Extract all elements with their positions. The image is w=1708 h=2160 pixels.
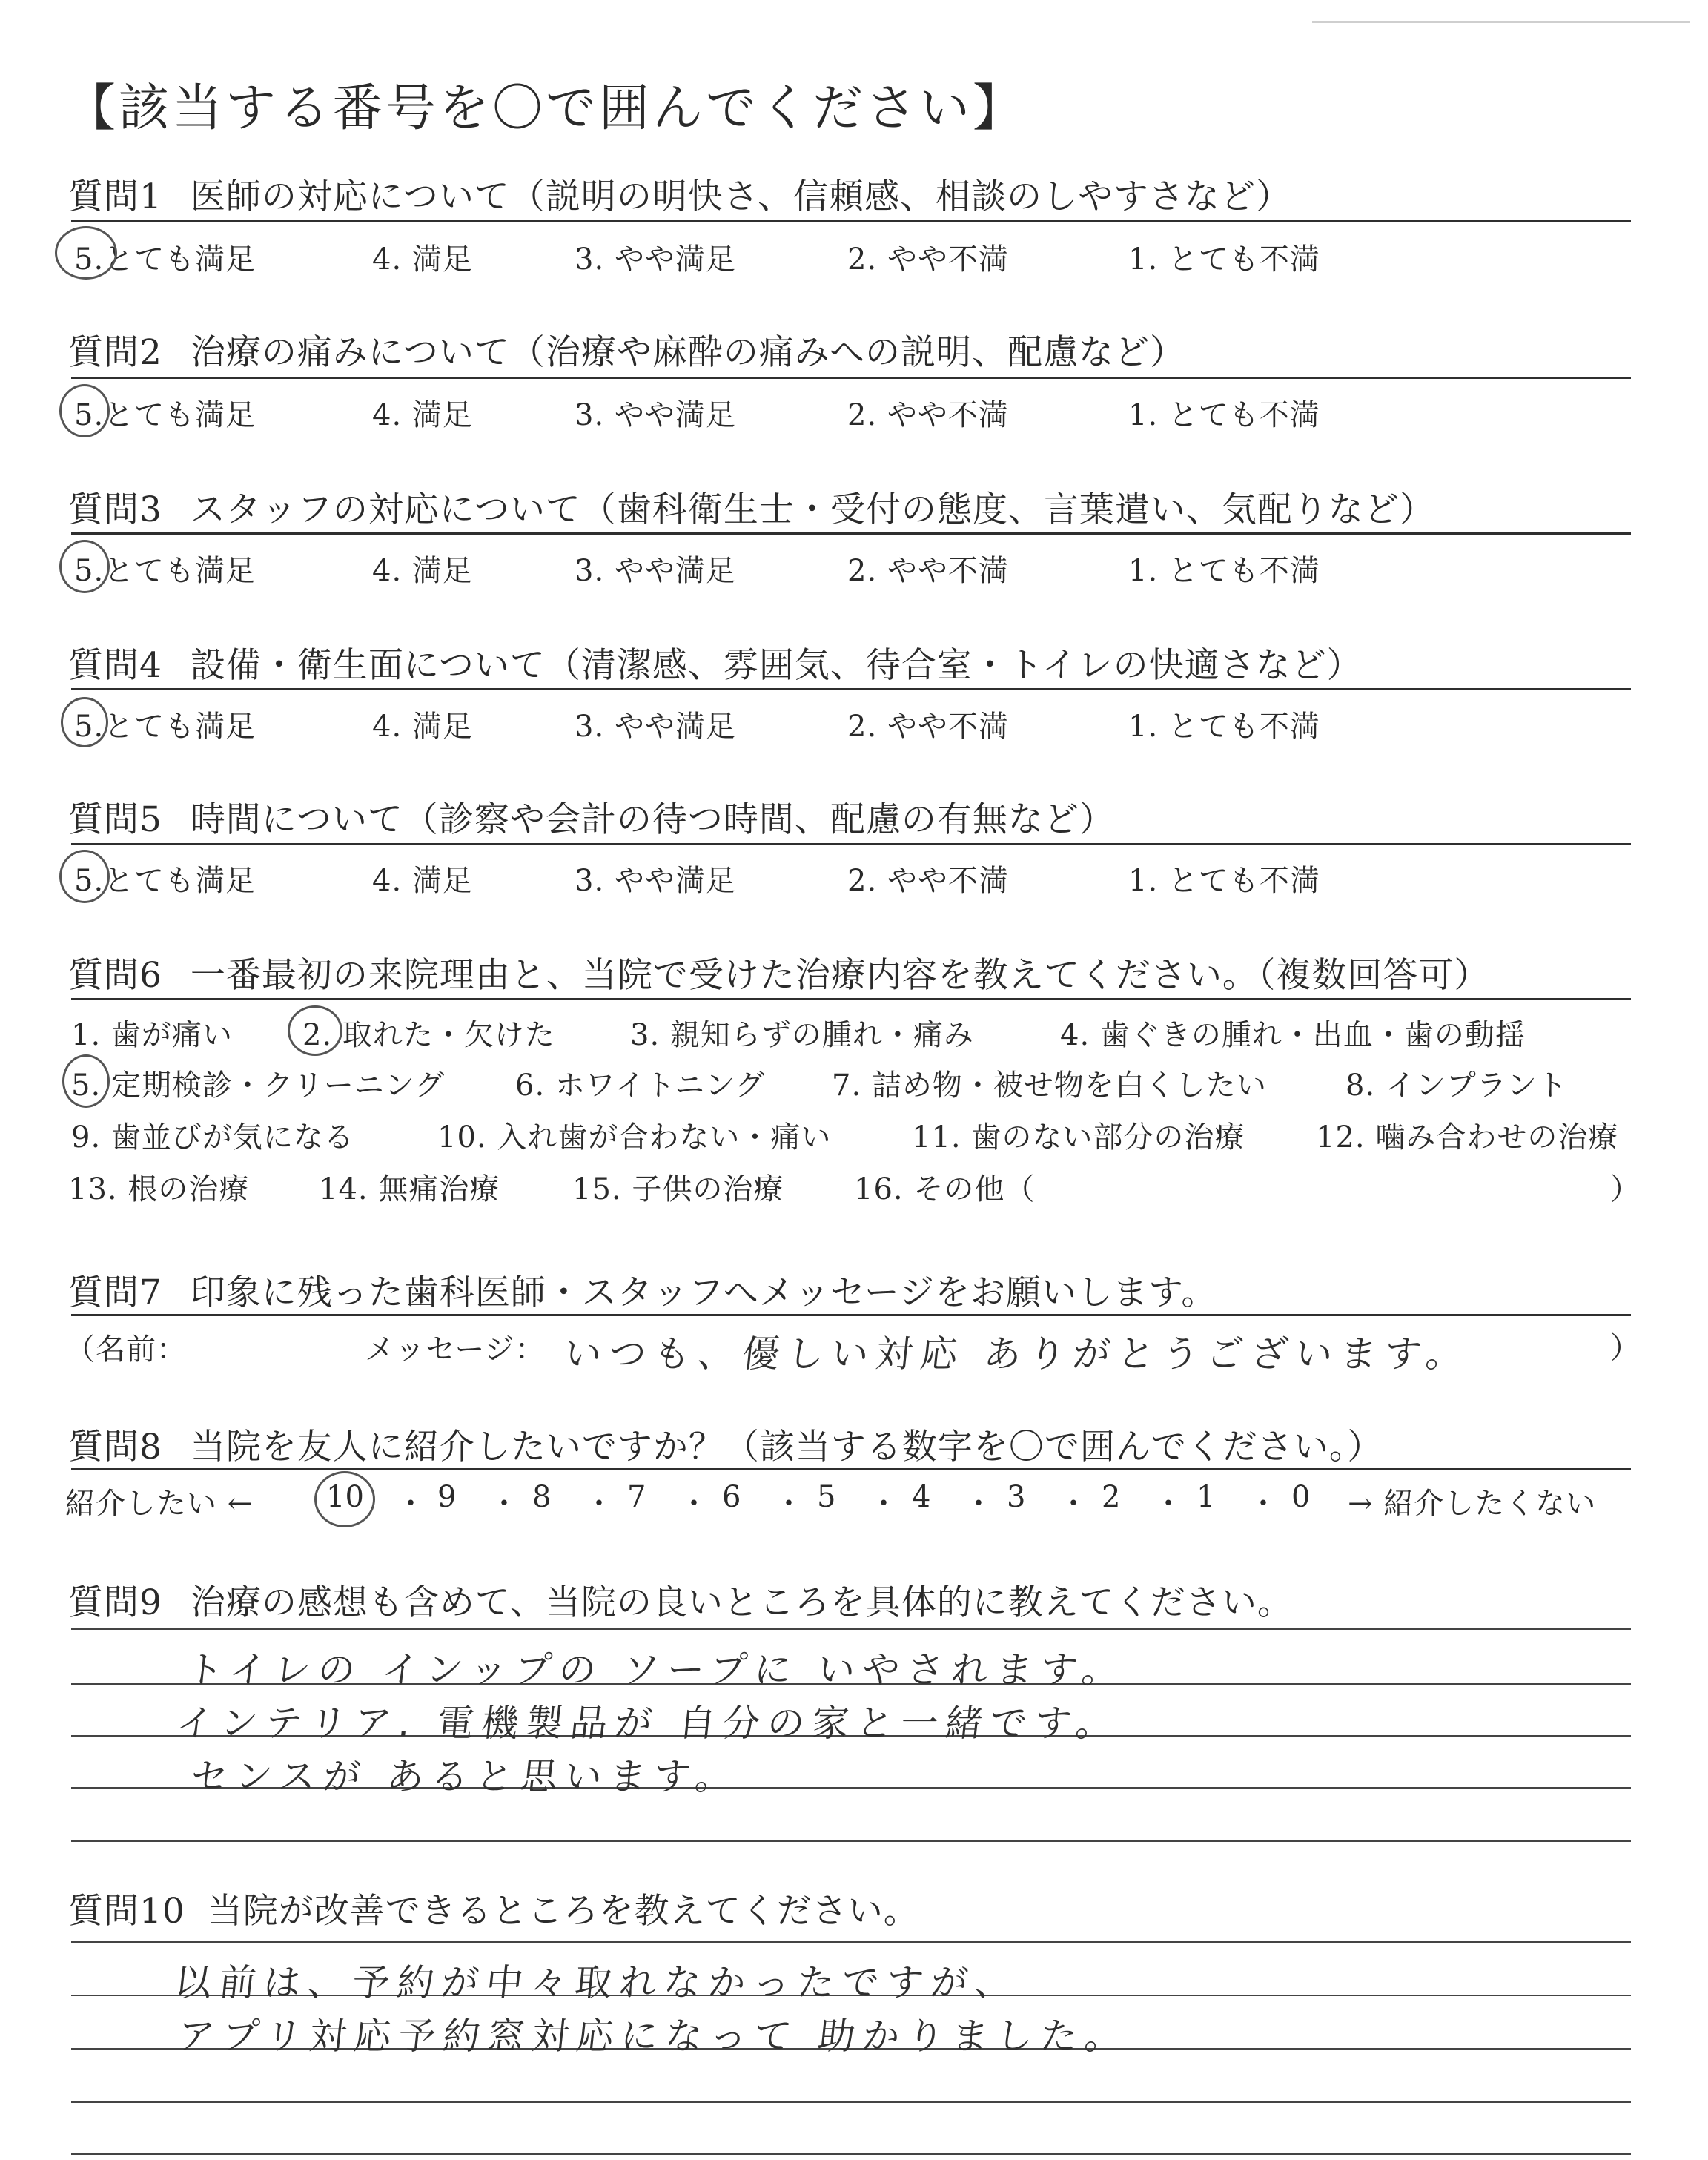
answer-line (71, 2101, 1631, 2103)
divider (71, 998, 1631, 1000)
scale-left-label: 紹介したい ← (65, 1487, 254, 1521)
checklist-item[interactable]: 11. 歯のない部分の治療 (912, 1120, 1245, 1155)
scale-dot: ・ (869, 1487, 898, 1521)
question-label: 質問6 (68, 955, 162, 996)
question-text: 当院を友人に紹介したいですか？（該当する数字を〇で囲んでください。） (190, 1427, 1383, 1467)
question-label: 質問4 (68, 645, 162, 686)
question-label: 質問1 (68, 176, 162, 217)
question-text: 一番最初の来院理由と、当院で受けた治療内容を教えてください。（複数回答可） (190, 955, 1490, 996)
checklist-item[interactable]: 3. 親知らずの腫れ・痛み (630, 1018, 974, 1052)
scale-dot: ・ (396, 1487, 426, 1521)
question-label: 質問9 (68, 1582, 162, 1623)
scale-6[interactable]: 6 (722, 1480, 741, 1514)
question-text: スタッフの対応について（歯科衛生士・受付の態度、言葉遣い、気配りなど） (190, 489, 1435, 530)
hand-drawn-circle (62, 1054, 110, 1108)
scale-8[interactable]: 8 (532, 1480, 552, 1514)
scan-edge-mark (1312, 21, 1690, 23)
option-4[interactable]: 4. 満足 (372, 398, 473, 432)
question-text: 設備・衛生面について（清潔感、雰囲気、待合室・トイレの快適さなど） (190, 645, 1363, 686)
question-heading (68, 948, 1489, 997)
answer-line (71, 2153, 1631, 2155)
question-heading (68, 1575, 1293, 1625)
option-5[interactable]: 5.とても満足 (74, 864, 256, 898)
question-text: 時間について（診察や会計の待つ時間、配慮の有無など） (190, 799, 1115, 840)
question-text: 当院が改善できるところを教えてください。 (207, 1891, 919, 1932)
scale-dot: ・ (1059, 1487, 1088, 1521)
handwritten-answer-line: センスが あると思います。 (188, 1755, 743, 1798)
divider (71, 843, 1631, 845)
question-heading (68, 1265, 1217, 1315)
scale-dot: ・ (964, 1487, 993, 1521)
question-heading (68, 1883, 919, 1933)
option-1[interactable]: 1. とても不満 (1128, 398, 1320, 432)
question-label: 質問3 (68, 489, 162, 530)
scale-1[interactable]: 1 (1196, 1480, 1216, 1514)
handwritten-answer-line: トイレの インップの ソープに いやされます。 (184, 1648, 1129, 1691)
option-2[interactable]: 2. やや不満 (847, 554, 1009, 588)
option-4[interactable]: 4. 満足 (372, 242, 473, 277)
hand-drawn-circle (59, 850, 110, 903)
divider (71, 377, 1631, 379)
checklist-item[interactable]: 13. 根の治療 (68, 1172, 250, 1206)
question-label: 質問8 (68, 1427, 162, 1467)
scale-dot: ・ (774, 1487, 804, 1521)
scale-dot: ・ (1153, 1487, 1183, 1521)
option-3[interactable]: 3. やや満足 (575, 710, 736, 744)
checklist-item[interactable]: 14. 無痛治療 (319, 1172, 500, 1206)
message-label: メッセージ： (365, 1332, 546, 1367)
question-heading (68, 325, 1185, 374)
question-heading (68, 792, 1115, 842)
hand-drawn-circle (59, 384, 110, 437)
hand-drawn-circle (314, 1471, 375, 1527)
hand-drawn-circle (288, 1005, 342, 1056)
option-4[interactable]: 4. 満足 (372, 864, 473, 898)
scale-5[interactable]: 5 (817, 1480, 836, 1514)
option-1[interactable]: 1. とても不満 (1128, 554, 1320, 588)
scale-3[interactable]: 3 (1007, 1480, 1026, 1514)
checklist-item[interactable]: 6. ホワイトニング (515, 1069, 766, 1103)
checklist-item-other[interactable]: 16. その他（ (854, 1172, 1036, 1206)
hand-drawn-circle (59, 540, 110, 593)
question-text: 医師の対応について（説明の明快さ、信頼感、相談のしやすさなど） (190, 176, 1292, 217)
option-1[interactable]: 1. とても不満 (1128, 864, 1320, 898)
question-text: 印象に残った歯科医師・スタッフへメッセージをお願いします。 (190, 1272, 1217, 1313)
divider (71, 1468, 1631, 1470)
handwritten-message: いつも、優しい対応 ありがとうございます。 (562, 1332, 1473, 1375)
option-5[interactable]: 5.とても満足 (74, 554, 256, 588)
scale-dot: ・ (1248, 1487, 1278, 1521)
question-text: 治療の感想も含めて、当院の良いところを具体的に教えてください。 (190, 1582, 1293, 1623)
option-1[interactable]: 1. とても不満 (1128, 242, 1320, 277)
question-heading (68, 1419, 1383, 1469)
handwritten-answer-line: インテリア. 電機製品が 自分の家と一緒です。 (173, 1702, 1123, 1745)
option-1[interactable]: 1. とても不満 (1128, 710, 1320, 744)
name-label: （名前： (65, 1332, 187, 1367)
answer-line (71, 1840, 1631, 1842)
form-title: 【該当する番号を〇で囲んでください】 (65, 79, 1027, 138)
scale-2[interactable]: 2 (1102, 1480, 1121, 1514)
checklist-item[interactable]: 2. 取れた・欠けた (302, 1018, 555, 1052)
answer-line (71, 1628, 1631, 1630)
question-label: 質問7 (68, 1272, 162, 1313)
option-5[interactable]: 5.とても満足 (74, 710, 256, 744)
option-3[interactable]: 3. やや満足 (575, 242, 736, 277)
scale-dot: ・ (584, 1487, 614, 1521)
scale-right-label: → 紹介したくない (1348, 1487, 1597, 1521)
scale-10[interactable]: 10 (326, 1480, 364, 1514)
scale-7[interactable]: 7 (627, 1480, 646, 1514)
answer-line (71, 1941, 1631, 1943)
option-3[interactable]: 3. やや満足 (575, 554, 736, 588)
checklist-item[interactable]: 1. 歯が痛い (71, 1018, 233, 1052)
scale-dot: ・ (489, 1487, 519, 1521)
divider (71, 220, 1631, 222)
divider (71, 688, 1631, 690)
question-label: 質問2 (68, 332, 162, 373)
question-heading (68, 169, 1291, 219)
question-label: 質問5 (68, 799, 162, 840)
checklist-item[interactable]: 8. インプラント (1345, 1069, 1568, 1103)
divider (71, 1314, 1631, 1316)
option-3[interactable]: 3. やや満足 (575, 398, 736, 432)
option-2[interactable]: 2. やや不満 (847, 242, 1009, 277)
scale-0[interactable]: 0 (1291, 1480, 1311, 1514)
scale-4[interactable]: 4 (912, 1480, 931, 1514)
hand-drawn-circle (55, 226, 117, 280)
checklist-item[interactable]: 4. 歯ぐきの腫れ・出血・歯の動揺 (1060, 1018, 1526, 1052)
option-2[interactable]: 2. やや不満 (847, 864, 1009, 898)
option-2[interactable]: 2. やや不満 (847, 398, 1009, 432)
checklist-item[interactable]: 10. 入れ歯が合わない・痛い (437, 1120, 832, 1155)
scale-dot: ・ (679, 1487, 709, 1521)
message-close-paren: ） (1610, 1331, 1641, 1365)
checklist-item[interactable]: 5. 定期検診・クリーニング (71, 1069, 446, 1103)
checklist-item[interactable]: 9. 歯並びが気になる (71, 1120, 354, 1155)
hand-drawn-circle (61, 697, 108, 747)
question-heading (68, 638, 1363, 687)
option-5[interactable]: 5.とても満足 (74, 398, 256, 432)
question-text: 治療の痛みについて（治療や麻酔の痛みへの説明、配慮など） (190, 332, 1185, 373)
scale-9[interactable]: 9 (437, 1480, 457, 1514)
question-label: 質問10 (68, 1891, 185, 1932)
option-2[interactable]: 2. やや不満 (847, 710, 1009, 744)
checklist-item[interactable]: 7. 詰め物・被せ物を白くしたい (832, 1069, 1267, 1103)
checklist-item[interactable]: 12. 噛み合わせの治療 (1316, 1120, 1619, 1155)
divider (71, 532, 1631, 535)
option-4[interactable]: 4. 満足 (372, 554, 473, 588)
option-4[interactable]: 4. 満足 (372, 710, 473, 744)
question-heading (68, 482, 1435, 532)
option-5[interactable]: 5.とても満足 (74, 242, 256, 277)
option-3[interactable]: 3. やや満足 (575, 864, 736, 898)
handwritten-answer-line: 以前は、予約が中々取れなかったですが、 (172, 1961, 1022, 2004)
other-close-paren: ） (1610, 1172, 1641, 1206)
handwritten-answer-line: アプリ対応予約窓対応になって 助かりました。 (175, 2015, 1132, 2058)
checklist-item[interactable]: 15. 子供の治療 (572, 1172, 784, 1206)
